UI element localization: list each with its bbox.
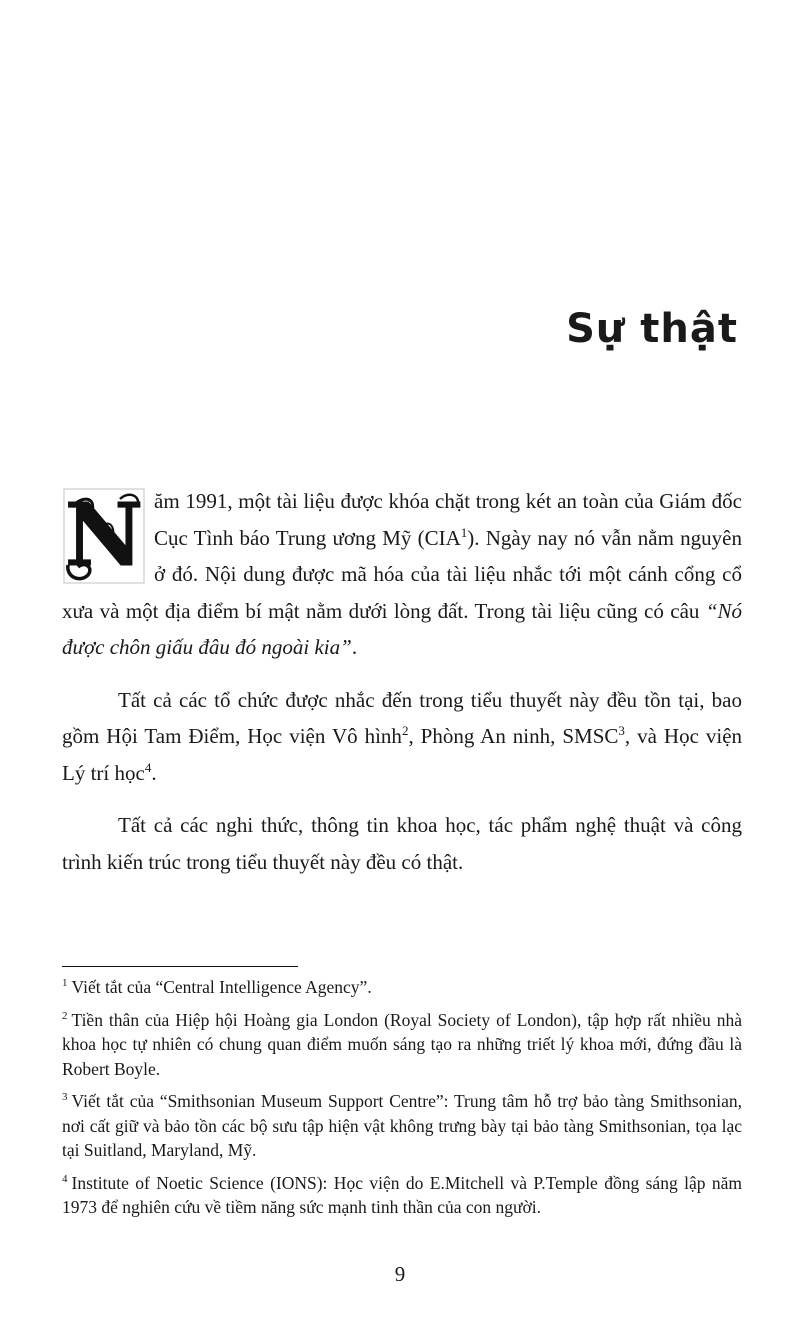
footnote-ref-4[interactable]: 4 [144, 759, 152, 775]
paragraph-1 [62, 483, 742, 666]
quote: “Nó được chôn giấu đâu đó ngoài kia” [62, 598, 742, 659]
footnote-4 [62, 1171, 742, 1220]
footnote-mark: 1 [62, 977, 68, 990]
footnote-mark: 3 [62, 1091, 68, 1104]
paragraph-2-part-3: , và Học viện Lý trí học [62, 724, 743, 785]
main-text [62, 483, 742, 880]
footnote-divider [62, 966, 298, 967]
paragraph-1-text-cont: ). Ngày nay nó vẫn nằm nguyên ở đó. Nội dung được mã hóa của tài liệu nhắc tới một cánh cổng cổ xưa và một địa điểm bí mật nằm dưới lòng đất. Trong tài liệu cũng có câu [62, 525, 742, 623]
page-number: 9 [394, 1262, 406, 1286]
footnote-text: Tiền thân của Hiệp hội Hoàng gia London (Royal Society of London), tập hợp rất nhiều nhà khoa học tự nhiên có chung quan điểm muốn sáng tạo ra những triết lý khoa mới, đứng đầu là Robert Boyle. [62, 1009, 742, 1079]
footnote-ref-1[interactable]: 1 [460, 524, 468, 540]
footnotes [62, 975, 742, 1228]
footnote-mark: 2 [62, 1009, 68, 1022]
paragraph-1-text: ăm 1991, một tài liệu được khóa chặt trong két an toàn của Giám đốc Cục Tình báo Trung ương Mỹ (CIA [154, 489, 742, 550]
footnote-text: Viết tắt của “Central Intelligence Agency”. [71, 977, 372, 997]
footnote-1 [62, 975, 742, 1000]
paragraph-1-end: . [351, 635, 358, 659]
paragraph-2-part-4: . [151, 760, 157, 785]
footnote-ref-2[interactable]: 2 [401, 723, 409, 738]
paragraph-2-part-2: , Phòng An ninh, SMSC [408, 724, 619, 748]
paragraph-3: Tất cả các nghi thức, thông tin khoa học, tác phẩm nghệ thuật và công trình kiến trúc trong tiểu thuyết này đều có thật. [62, 813, 742, 874]
footnote-2 [62, 1008, 742, 1082]
drop-cap [62, 484, 146, 586]
footnote-text: Viết tắt của “Smithsonian Museum Support Centre”: Trung tâm hỗ trợ bảo tàng Smithsonian, nơi cất giữ và bảo tồn các bộ sưu tập hiện vật không trưng bày tại bảo tàng Smithsonian, tọa lạc tại Suitland, Maryland, Mỹ. [62, 1091, 742, 1160]
footnote-3 [62, 1089, 742, 1163]
chapter-title: Sự thật [566, 306, 738, 352]
paragraph-2 [62, 682, 742, 792]
footnote-text: Institute of Noetic Science (IONS): Học viện do E.Mitchell và P.Temple đồng sáng lập năm 1973 để nghiên cứu về tiềm năng sức mạnh tinh thần của con người. [62, 1172, 742, 1217]
footnote-ref-3[interactable]: 3 [618, 723, 625, 738]
footnote-mark: 4 [62, 1172, 68, 1185]
drop-cap-letter: N [64, 484, 144, 586]
paragraph-2-part-1: Tất cả các tổ chức được nhắc đến trong tiểu thuyết này đều tồn tại, bao gồm Hội Tam Điểm, Học viện Vô hình [62, 687, 742, 748]
